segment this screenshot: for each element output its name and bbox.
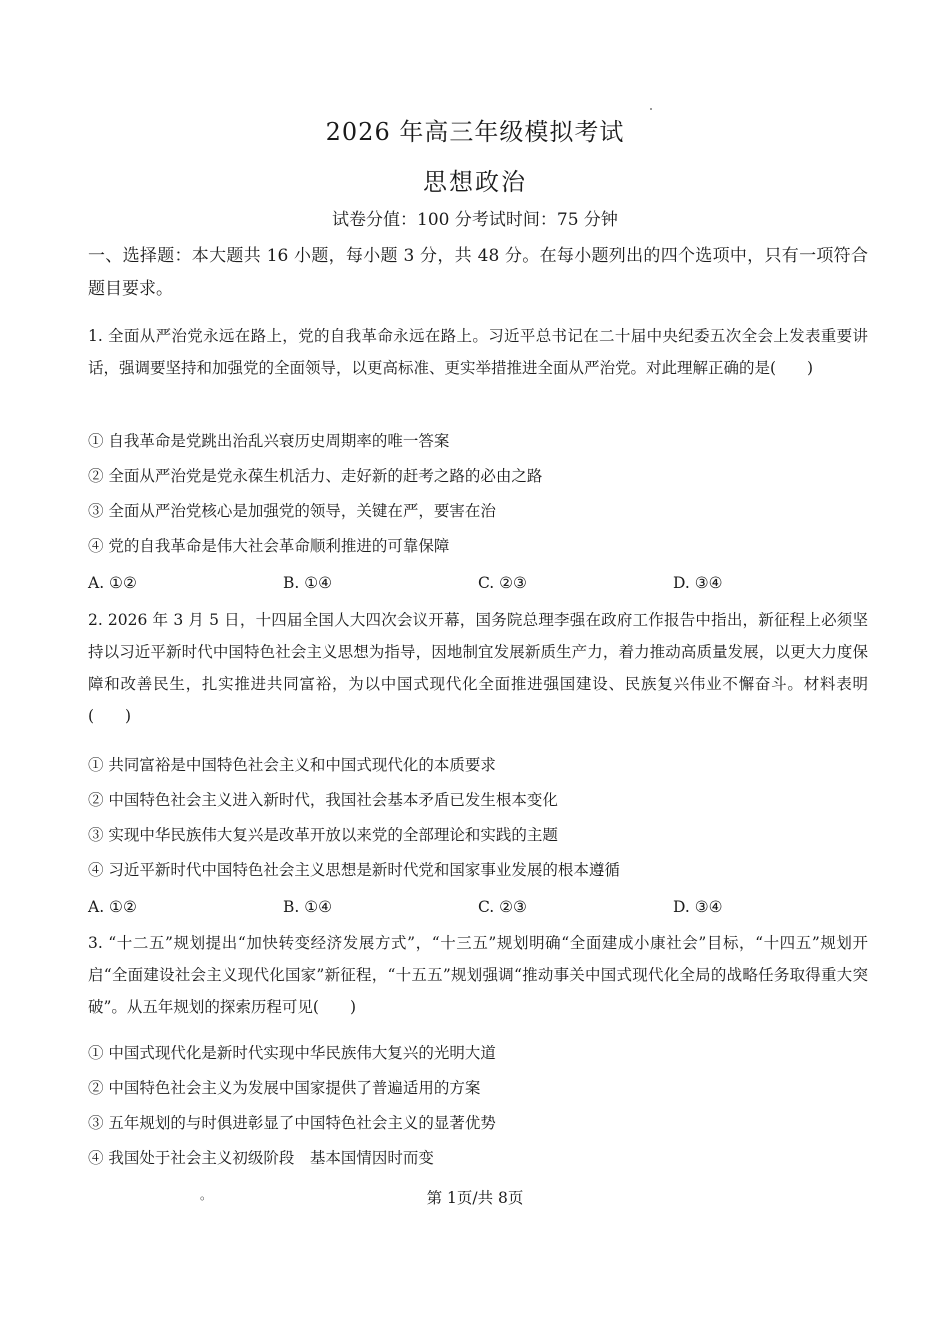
question-2-choice-b[interactable]: B. ①④ — [283, 898, 333, 916]
question-1-statement-3: ③ 全面从严治党核心是加强党的领导，关键在严，要害在治 — [88, 502, 496, 520]
question-2-choice-c[interactable]: C. ②③ — [478, 898, 527, 916]
question-1-statement-1: ① 自我革命是党跳出治乱兴衰历史周期率的唯一答案 — [88, 432, 450, 450]
question-2-statement-2: ② 中国特色社会主义进入新时代，我国社会基本矛盾已发生根本变化 — [88, 791, 558, 809]
question-2-statement-4: ④ 习近平新时代中国特色社会主义思想是新时代党和国家事业发展的根本遵循 — [88, 861, 620, 879]
question-3-statement-3: ③ 五年规划的与时俱进彰显了中国特色社会主义的显著优势 — [88, 1114, 496, 1132]
question-1-choices — [88, 571, 868, 595]
question-2-stem: 2. 2026 年 3 月 5 日，十四届全国人大四次会议开幕，国务院总理李强在政府工作报告中指出，新征程上必须坚持以习近平新时代中国特色社会主义思想为指导，因地制宜发展新质生产力，着力推动高质量发展，以更大力度保障和改善民生，扎实推进共同富裕，为以中国式现代化全面推进强国建设、民族复兴伟业不懈奋斗。材料表明( ) — [88, 611, 868, 725]
question-2-statement-1: ① 共同富裕是中国特色社会主义和中国式现代化的本质要求 — [88, 756, 496, 774]
question-3-statement-1: ① 中国式现代化是新时代实现中华民族伟大复兴的光明大道 — [88, 1044, 496, 1062]
question-1-choice-b[interactable]: B. ①④ — [283, 574, 333, 592]
question-3-statement-4: ④ 我国处于社会主义初级阶段 基本国情因时而变 — [88, 1149, 434, 1167]
question-1-choice-c[interactable]: C. ②③ — [478, 574, 527, 592]
exam-meta: 试卷分值：100 分考试时间：75 分钟 — [332, 210, 618, 230]
question-1-choice-d[interactable]: D. ③④ — [673, 574, 723, 592]
question-3-stem: 3. “十二五”规划提出“加快转变经济发展方式”，“十三五”规划明确“全面建成小康社会”目标，“十四五”规划开启“全面建设社会主义现代化国家”新征程，“十五五”规划强调“推动事关中国式现代化全局的战略任务取得重大突破”。从五年规划的探索历程可见( ) — [88, 934, 868, 1016]
question-2-choice-d[interactable]: D. ③④ — [673, 898, 723, 916]
question-1-statement-2: ② 全面从严治党是党永葆生机活力、走好新的赶考之路的必由之路 — [88, 467, 543, 485]
question-2-choice-a[interactable]: A. ①② — [88, 898, 137, 916]
question-1-statement-4: ④ 党的自我革命是伟大社会革命顺利推进的可靠保障 — [88, 537, 450, 555]
section-instructions: 一、选择题：本大题共 16 小题，每小题 3 分，共 48 分。在每小题列出的四个选项中，只有一项符合题目要求。 — [88, 246, 868, 299]
page-number: 第 1页/共 8页 — [426, 1189, 524, 1207]
question-1-choice-a[interactable]: A. ①② — [88, 574, 137, 592]
question-1-stem: 1. 全面从严治党永远在路上，党的自我革命永远在路上。习近平总书记在二十届中央纪委五次全会上发表重要讲话，强调要坚持和加强党的全面领导，以更高标准、更实举措推进全面从严治党。对此理解正确的是( ) — [88, 327, 868, 377]
question-2-choices — [88, 895, 868, 919]
question-2-statement-3: ③ 实现中华民族伟大复兴是改革开放以来党的全部理论和实践的主题 — [88, 826, 558, 844]
subject-title: 思想政治 — [423, 168, 527, 196]
question-3-statement-2: ② 中国特色社会主义为发展中国家提供了普遍适用的方案 — [88, 1079, 481, 1097]
scan-dot — [650, 108, 652, 110]
exam-title: 2026 年高三年级模拟考试 — [325, 118, 625, 146]
footer-mark: 。 — [200, 1188, 213, 1202]
